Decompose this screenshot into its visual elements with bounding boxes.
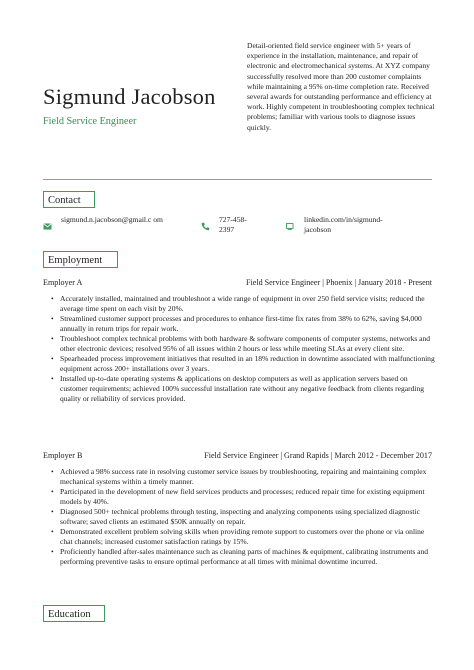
header-divider xyxy=(43,179,432,180)
phone-icon xyxy=(201,222,210,231)
employer-a-name: Employer A xyxy=(43,278,83,287)
employer-b-name: Employer B xyxy=(43,451,83,460)
phone-text: 727-458- 2397 xyxy=(219,215,247,235)
list-item: • Diagnosed 500+ technical problems through testing, inspecting and analyzing components using specialized diagnostic software; saved clients an estimated $50K annually on repair. xyxy=(60,507,435,527)
linkedin-text: linkedin.com/in/sigmund- jacobson xyxy=(304,215,383,235)
employer-a-details: Field Service Engineer | Phoenix | January 2018 - Present xyxy=(246,278,432,287)
list-item: • Proficiently handled after-sales maintenance such as cleaning parts of machines & equipment, calibrating instruments and performing preventive tasks to ensure optimal performance at all times with minimal downtime incurred. xyxy=(60,547,435,567)
list-item: • Achieved a 98% success rate in resolving customer service issues by troubleshooting, repairing and maintaining complex mechanical systems within a timely manner. xyxy=(60,467,435,487)
list-item: • Demonstrated excellent problem solving skills when providing remote support to customers over the phone or via online chat channels; increased customer satisfaction ratings by 15%. xyxy=(60,527,435,547)
contact-row xyxy=(43,215,443,241)
contact-linkedin[interactable] xyxy=(286,215,399,236)
contact-email[interactable] xyxy=(43,215,166,231)
education-heading: Education xyxy=(43,605,105,622)
contact-phone[interactable] xyxy=(201,215,257,236)
list-item: • Accurately installed, maintained and troubleshoot a wide range of equipment in over 250 field service visits; reduced the average time spent on each visit by 20%. xyxy=(60,294,435,314)
employer-b-bullets xyxy=(43,467,435,567)
envelope-icon xyxy=(43,222,52,231)
employer-a-bullets xyxy=(43,294,435,403)
list-item: • Participated in the development of new field services products and processes; reduced repair time for existing equipment models by 40%. xyxy=(60,487,435,507)
list-item: • Troubleshoot complex technical problems with both hardware & software components of computer systems, networks and other electronic devices; resolved 95% of all issues within 2 hours or less while meeting SLAs at every client site. xyxy=(60,334,435,354)
contact-heading: Contact xyxy=(43,191,95,208)
candidate-name: Sigmund Jacobson xyxy=(43,84,216,109)
email-text: sigmund.n.jacobson@gmail.c om xyxy=(61,215,163,224)
list-item: • Spearheaded process improvement initiatives that resulted in an 18% reduction in downtime associated with malfunctioning equipment across 200+ installations over 3 years. xyxy=(60,354,435,374)
list-item: • Installed up-to-date operating systems & applications on desktop computers as well as application servers based on customer requirements; achieved 100% successful installation rate without any negative feedback from clients regarding quality or reliability of services provided. xyxy=(60,374,435,404)
employer-b-details: Field Service Engineer | Grand Rapids | March 2012 - December 2017 xyxy=(204,451,432,460)
profile-summary: Detail-oriented field service engineer with 5+ years of experience in the installation, maintenance, and repair of electronic and electromechanical systems. At XYZ company successfully resolved more than 200 customer complaints while maintaining a 95% on-time completion rate. Received several awards for outstanding performance and efficiency at work. Highly competent in troubleshooting complex technical problems; familiar with various tools to diagnose issues quickly. xyxy=(247,41,435,132)
linkedin-icon xyxy=(286,222,295,231)
job-title: Field Service Engineer xyxy=(43,116,137,127)
employment-heading: Employment xyxy=(43,251,118,268)
list-item: • Streamlined customer support processes and procedures to enhance first-time fix rates from 38% to 62%, saving $4,000 annually in return trips for repair work. xyxy=(60,314,435,334)
